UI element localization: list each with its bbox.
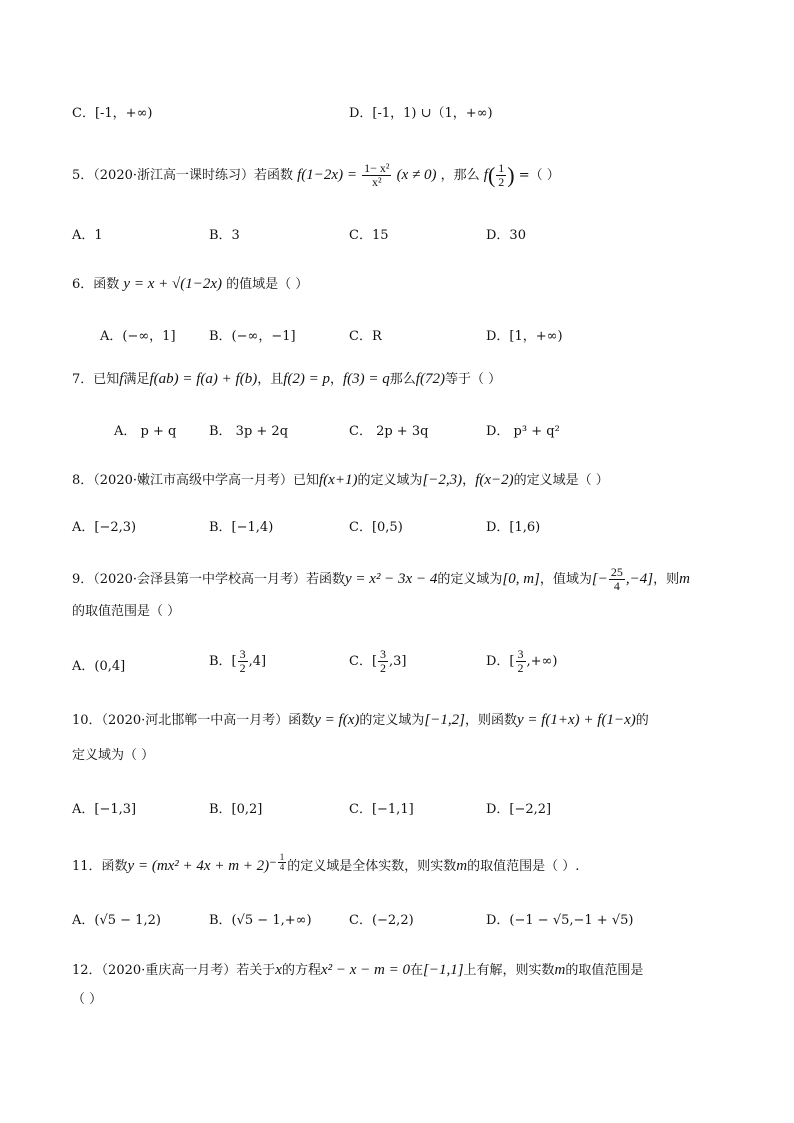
q11-option-a: A．(√5 − 1,2) <box>72 913 161 928</box>
question-9 <box>72 566 722 593</box>
q9-stem: 9．（2020·会泽县第一中学校高一月考）若函数 <box>72 572 345 587</box>
q12-m: m <box>554 962 566 978</box>
question-12 <box>72 961 722 980</box>
q9-option-b: B．[ $\frac{3}{2}$ ,4] <box>209 647 267 675</box>
q6-option-b: B．(−∞，−1] <box>209 329 296 344</box>
q7-t1: 满足 <box>123 372 150 387</box>
q7-eq3: f(3) = q <box>343 371 390 387</box>
q5-expr: f(1−2x) = <box>297 167 357 183</box>
q12-t3: 上有解，则实数 <box>463 963 555 978</box>
q11-e1: y = (mx² + 4x + m + 2) <box>127 857 270 874</box>
question-7 <box>72 370 722 389</box>
q7-t4: 那么 <box>389 372 416 387</box>
q7-eq4: f(72) <box>415 371 445 387</box>
q6-stem: 6．函数 <box>72 277 120 292</box>
q11-m: m <box>456 857 468 874</box>
q9-t1: 的定义域为 <box>437 572 503 587</box>
q9-e3a: [− <box>591 571 608 587</box>
q6-tail: 的值域是（ ） <box>226 277 309 292</box>
question-8 <box>72 471 722 490</box>
q9-m: m <box>679 571 690 587</box>
q8-e2: [−2,3) <box>422 472 463 488</box>
q7-eq2: f(2) = p <box>283 371 330 387</box>
question-6 <box>72 275 722 294</box>
q10-stem: 10．（2020·河北邯郸一中高一月考）函数 <box>72 713 315 728</box>
q12-e2: [−1,1] <box>422 962 464 978</box>
q7-t2: ，且 <box>257 372 284 387</box>
q11-exponent: − $\frac{1}{4}$ <box>269 852 285 872</box>
q10-e2: [−1,2] <box>424 712 465 728</box>
q10-e1: y = f(x) <box>314 712 360 728</box>
q8-t3: 的定义域是（ ） <box>513 473 609 488</box>
q8-option-a: A．[−2,3) <box>72 520 137 535</box>
q12-e1: x² − x − m = 0 <box>320 962 410 978</box>
q5-stem: 5．（2020·浙江高一课时练习）若函数 <box>72 168 293 183</box>
q7-f: f <box>119 371 124 387</box>
q5-half: $\frac{1}{2}$ <box>498 161 505 189</box>
q5-mid: ，那么 <box>440 168 480 183</box>
q7-option-b: B． 3p + 2q <box>209 424 289 439</box>
q10-option-c: C．[−1,1] <box>349 802 414 817</box>
q5-condition: (x ≠ 0) <box>396 167 437 183</box>
q5-option-c: C．15 <box>349 228 389 243</box>
q8-e1: f(x+1) <box>319 472 358 488</box>
q10-e3: y = f(1+x) + f(1−x) <box>516 712 636 728</box>
question-11 <box>72 853 722 876</box>
q9-e1: y = x² − 3x − 4 <box>345 571 438 587</box>
q5-option-d: D．30 <box>486 228 526 243</box>
q8-t1: 的定义域为 <box>357 473 423 488</box>
q7-option-c: C． 2p + 3q <box>349 424 429 439</box>
q5-fraction: $\frac{\text{1− x²}}{\text{x²}}$ <box>364 161 390 189</box>
q8-option-d: D．[1,6) <box>486 520 541 535</box>
q9-option-c: C．[ $\frac{3}{2}$ ,3] <box>349 647 407 675</box>
q10-t2: ，则函数 <box>464 713 517 728</box>
q9-t3: ，则 <box>653 572 680 587</box>
q10-t3: 的 <box>635 713 649 728</box>
q12-t2: 在 <box>409 963 423 978</box>
q7-t5: 等于（ ） <box>444 372 502 387</box>
q8-e3: f(x−2) <box>475 472 514 488</box>
q6-option-c: C．R <box>349 329 382 344</box>
q8-option-c: C．[0,5) <box>349 520 403 535</box>
q4-option-c: C．[-1，+∞) <box>72 106 153 121</box>
question-10 <box>72 711 722 730</box>
q12-t1: 的方程 <box>281 963 321 978</box>
question-10-line2: 定义域为（ ） <box>72 748 155 763</box>
q8-option-b: B．[−1,4) <box>209 520 274 535</box>
q9-t2: ，值域为 <box>539 572 592 587</box>
q9-option-a: A．(0,4] <box>72 659 126 674</box>
q11-option-b: B．(√5 − 1,+∞) <box>209 913 312 928</box>
q7-stem: 7．已知 <box>72 372 120 387</box>
q11-t2: 的取值范围是（ ）. <box>467 858 580 874</box>
q11-option-c: C．(−2,2) <box>349 913 414 928</box>
q9-fraction: $\frac{25}{4}$ <box>610 565 623 593</box>
question-12-line2: （ ） <box>72 992 103 1007</box>
q6-expr: y = x + √(1−2x) <box>123 276 222 292</box>
q4-option-d: D．[-1，1) ∪（1，+∞) <box>349 106 493 121</box>
q5-option-b: B．3 <box>209 228 240 243</box>
q12-t4: 的取值范围是 <box>565 963 644 978</box>
q8-stem: 8．（2020·嫩江市高级中学高一月考）已知 <box>72 473 319 488</box>
q5-option-a: A．1 <box>72 228 103 243</box>
q7-option-d: D． p³ + q² <box>486 424 560 439</box>
q12-stem: 12．（2020·重庆高一月考）若关于 <box>72 963 276 978</box>
q9-option-d: D．[ $\frac{3}{2}$ ,+∞) <box>486 647 558 675</box>
q8-t2: ， <box>462 473 476 488</box>
q10-option-a: A．[−1,3] <box>72 802 137 817</box>
q11-t1: 的定义域是全体实数，则实数 <box>287 858 457 874</box>
q6-option-a: A．(−∞，1] <box>100 329 176 344</box>
q10-t1: 的定义域为 <box>359 713 425 728</box>
q9-e2: [0, m] <box>502 571 540 587</box>
q11-stem: 11．函数 <box>72 858 128 874</box>
q7-option-a: A． p + q <box>114 424 177 439</box>
question-5: 5．（2020·浙江高一课时练习）若函数 f(1−2x) = $\frac{\text{1− x²}}{\text{x²}}$ (x ≠ 0) ，那么 f( $\frac{1}{2}$ ) =（ ） <box>72 161 560 189</box>
q5-f: f <box>483 167 488 183</box>
q10-option-d: D．[−2,2] <box>486 802 552 817</box>
q11-option-d: D．(−1 − √5,−1 + √5) <box>486 913 634 928</box>
q10-option-b: B．[0,2] <box>209 802 263 817</box>
q12-x: x <box>275 962 282 978</box>
q5-tail: =（ ） <box>518 168 560 183</box>
q7-t3: ， <box>329 372 343 387</box>
q6-option-d: D．[1，+∞) <box>486 329 563 344</box>
q9-e3b: ,−4] <box>625 571 654 587</box>
question-9-line2: 的取值范围是（ ） <box>72 604 181 619</box>
q7-eq: f(ab) = f(a) + f(b) <box>149 371 258 387</box>
